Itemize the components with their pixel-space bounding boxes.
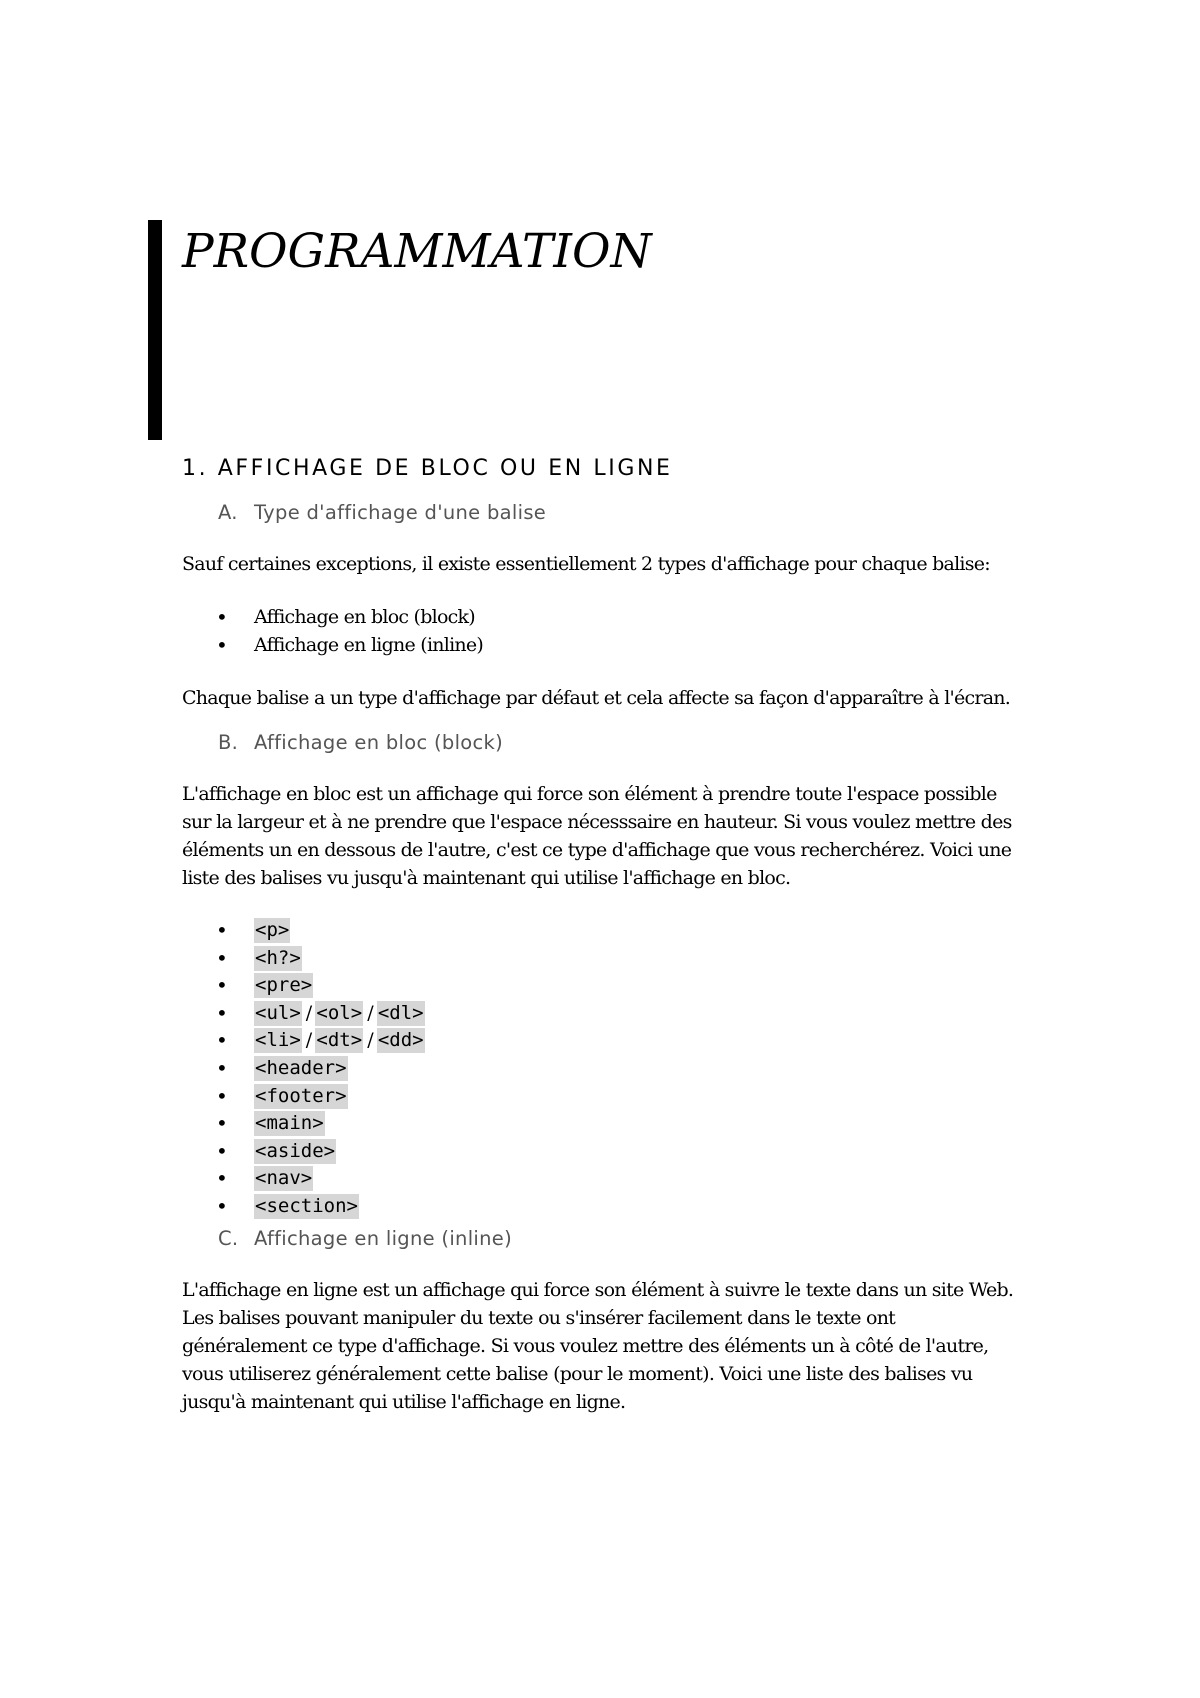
bullet-icon: • [216,1028,228,1053]
bullet-icon: • [216,1055,228,1080]
bullet-icon: • [216,1193,228,1218]
bullet-icon: • [216,605,228,629]
subsection-title-b: Affichage en bloc (block) [254,731,504,754]
document-body [182,449,1022,1416]
code-tag: <li> [255,1029,301,1052]
paragraph-default-display: Chaque balise a un type d'affichage par défaut et cela affecte sa façon d'apparaître à l'écran. [182,687,1011,709]
separator: / [367,1029,373,1052]
list-item [182,1138,1022,1166]
subsection-heading-c [182,1221,1022,1257]
list-item [182,603,1022,631]
paragraph-block-display: L'affichage en bloc est un affichage qui force son élément à prendre toute l'espace possible sur la largeur et à ne prendre que l'espace nécesssaire en hauteur. Si vous voulez mettre des éléments un en dessous de l'autre, c'est ce type d'affichage que vous recherchérez. Voici une liste des balises vu jusqu'à maintenant qui utilise l'affichage en bloc. [182,783,1012,889]
subsection-heading-a [182,495,1022,531]
list-item [182,1083,1022,1111]
bullet-icon: • [216,1138,228,1163]
list-item [182,917,1022,945]
code-tag: <ol> [316,1001,363,1024]
subsection-heading-b [182,725,1022,761]
list-item [182,972,1022,1000]
bullet-icon: • [216,918,228,942]
code-tag: <p> [255,919,290,941]
separator: / [367,1001,373,1024]
list-item-text: Affichage en ligne (inline) [254,634,484,656]
list-item [182,1027,1022,1055]
paragraph-display-types: Sauf certaines exceptions, il existe essentiellement 2 types d'affichage pour chaque balise: [182,553,990,575]
list-item [182,1055,1022,1083]
title-accent-bar [148,220,162,440]
code-tag: <nav> [255,1167,313,1190]
code-tag: <ul> [255,1001,301,1024]
list-item [182,1110,1022,1138]
code-tag: <aside> [255,1139,336,1162]
list-item [182,945,1022,973]
subsection-letter-a: A. [218,501,238,524]
subsection-title-a: Type d'affichage d'une balise [254,501,547,524]
bullet-icon: • [216,945,228,970]
separator: / [305,1001,312,1024]
document-title: PROGRAMMATION [182,224,652,279]
code-tag: <dt> [316,1029,363,1052]
subsection-letter-b: B. [218,731,239,754]
bullet-icon: • [216,1111,228,1136]
block-tags-list [182,917,1022,1221]
bullet-icon: • [216,1083,228,1108]
bullet-icon: • [216,1166,228,1191]
section-heading-1: 1. AFFICHAGE DE BLOC OU EN LIGNE [182,456,673,481]
subsection-title-c: Affichage en ligne (inline) [254,1226,513,1250]
separator: / [305,1029,312,1052]
bullet-icon: • [216,1000,228,1025]
subsection-letter-c: C. [218,1226,239,1250]
bullet-icon: • [216,973,228,998]
list-item [182,1193,1022,1221]
display-types-list [182,603,1022,659]
bullet-icon: • [216,633,228,657]
list-item [182,1165,1022,1193]
code-tag: <footer> [255,1084,347,1107]
list-item-text: Affichage en bloc (block) [254,606,475,628]
code-tag: <header> [255,1056,347,1079]
list-item [182,631,1022,659]
code-tag: <dd> [377,1029,424,1052]
code-tag: <pre> [255,974,313,997]
code-tag: <section> [255,1194,358,1217]
code-tag: <dl> [377,1001,424,1024]
list-item [182,1000,1022,1028]
paragraph-inline-display: L'affichage en ligne est un affichage qui force son élément à suivre le texte dans un site Web. Les balises pouvant manipuler du texte ou s'insérer facilement dans le texte ont généralement ce type d'affichage. Si vous voulez mettre des éléments un à côté de l'autre, vous utiliserez généralement cette balise (pour le moment). Voici une liste des balises vu jusqu'à maintenant qui utilise l'affichage en ligne. [182,1278,1014,1413]
code-tag: <main> [255,1112,324,1135]
code-tag: <h?> [255,946,301,969]
